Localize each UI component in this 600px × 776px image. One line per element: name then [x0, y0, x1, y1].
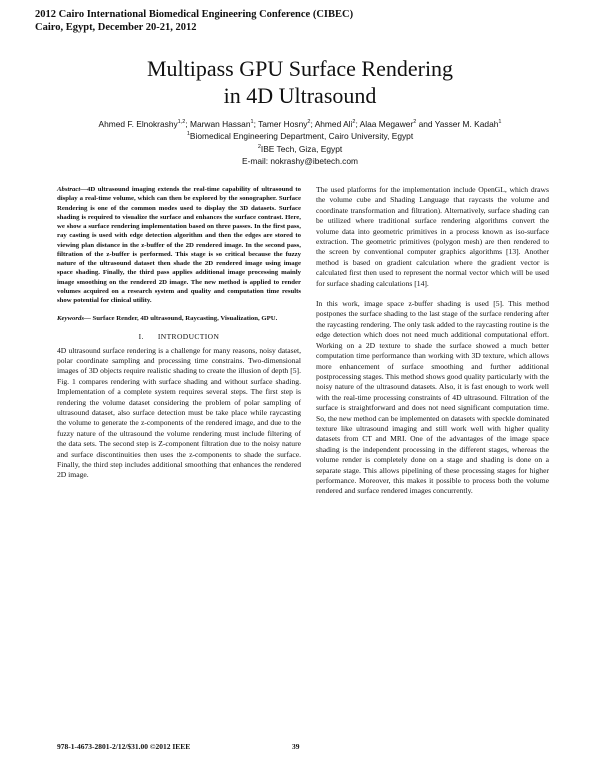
section-number: I. [138, 331, 144, 341]
affiliation-mark: 1 [186, 131, 190, 138]
page-number: 39 [292, 742, 300, 751]
author-name: Ahmed F. Elnokrashy [98, 119, 178, 129]
affiliation-text: Biomedical Engineering Department, Cairo University, Egypt [189, 131, 414, 142]
abstract [57, 185, 301, 305]
author-affiliation-mark: 2 [352, 119, 356, 126]
abstract-text: —4D ultrasound imaging extends the real-time capability of ultrasound to display a real-time volume, which can then be explored by the sonographer. Surface Rendering is one of the common modes used to display the 3D datasets. Surface shading is required to visualize the surface and enhances the surface contrast. Here, we show a surface rendering implementation based on three passes. In the first pass, ray casting is used with edge detection algorithm and then the edges are stored to viewing plan distance in the z-buffer of the 2D rendered image. In the second pass, filtration of the z-buffer is performed. This stage is so critical because the fuzzy nature of the ultrasound dataset then shade the 2D rendered image using image space shading. Finally, the third pass applies additional image processing mainly image smoothing on the rendered 2D image. The new method is applied to render volumes acquired on a research system and quality and computation time results show potential for clinical utility. [57, 186, 301, 304]
affiliation-text: IBE Tech, Giza, Egypt [260, 143, 343, 154]
author-name: Yasser M. Kadah [434, 119, 499, 129]
affiliation-2 [0, 143, 600, 155]
keywords-text: — Surface Render, 4D ultrasound, Raycasting, Visualization, GPU. [84, 315, 278, 323]
footer-isbn: 978-1-4673-2801-2/12/$31.00 ©2012 IEEE [57, 742, 191, 751]
author-affiliation-mark: 1 [498, 119, 502, 126]
author-affiliation-mark: 1 [250, 119, 254, 126]
conference-name: 2012 Cairo International Biomedical Engineering Conference (CIBEC) [35, 9, 354, 20]
intro-paragraph: 4D ultrasound surface rendering is a challenge for many reasons, noisy dataset, polar coordinate sampling and processing time constrains. Two-dimensional images of 3D objects require realistic shading to create the illusion of depth [5]. Fig. 1 compares rendering with surface shading and without surface shading. Implementation of a complete system requires several steps. The first step is rendering the volume dataset considering the problem of polar sampling of ultrasound dataset, also surface detection must be take place while raycasting the volume to generate the z-components of the rendered image, and due to the fuzzy nature of the ultrasound the volume rendering must include filtering of the data sets. The second step is Z-component filtration due to the noisy nature and surface discontinuities then uses the z-components to shade the surface. Finally, the third step includes additional smoothing that enhances the rendered 2D image. [57, 345, 301, 480]
paper-title [0, 55, 600, 109]
keywords-label: Keywords [57, 315, 84, 323]
affiliation-mark: 2 [257, 143, 261, 150]
author-name: Alaa Megawer [359, 119, 414, 129]
paper-title-line-2: in 4D Ultrasound [223, 83, 377, 108]
section-title: INTRODUCTION [157, 331, 220, 341]
body-paragraph-platforms: The used platforms for the implementation include OpenGL, which draws the volume cube and Shading Language that raycasts the volume and coordinate transformation and filtration). Alternatively, surface shading can be utilized where traditional surface rendering algorithms convert the volume data into geometric primitives in a process known as iso-surface extraction. The geometric primitives (polygon mesh) are then rendered to the screen by conventional computer graphics algorithms [13]. Another method is based on gradient calculation where the gradient vector is calculated first then used to represent the normal vector which will be used for surface shading calculations [14]. [316, 185, 549, 288]
paper-title-line-1: Multipass GPU Surface Rendering [146, 56, 454, 81]
author-affiliation-mark: 2 [307, 119, 311, 126]
author-list: Ahmed F. Elnokrashy$^{1,2}$; Marwan Hassan$^1$; Tamer Hosny$^2$; Ahmed Ali$^2$; Alaa Megawer$^2$ and Yasser M. Kadah$^1$ [98, 119, 502, 129]
author-name: Tamer Hosny [258, 119, 308, 129]
author-email: E-mail: nokrashy@ibetech.com [241, 155, 359, 166]
author-affiliation-mark: 2 [413, 119, 417, 126]
body-paragraph-method: In this work, image space z-buffer shading is used [5]. This method postpones the surface shading to the last stage of the surface rendering after the raycasting rendering. The only task added to the raycasting routine is the edge detection which does not need much additional computational effort. Working on a 2D texture to shade the surface showed a much better computation time performance than working with 3D texture, which allows more enhancement of surface smoothing and further additional postprocessing stages. This method shows good quality particularly with the noisy nature of the ultrasound datasets. Also, it is fast enough to work well with the real-time processing constraints of 4D ultrasound. Filtration of the surface is straightforward and does not need significant computation time. So, the new method can be implemented on datasets with speckle dominated texture like ultrasound imaging and still work well with higher quality datasets from CT and MRI. One of the advantages of the image space shading is the independent processing in the different stages, whereas the volume render is completely done on a stage and shading is done on a separate stage. This allows pipelining of these processing stages for higher performance. Moreover, this makes it possible to process both the volume rendered and surface rendered images concurrently. [316, 299, 549, 496]
section-heading [57, 332, 301, 342]
author-affiliation-mark: 1,2 [177, 119, 186, 126]
keywords [57, 314, 301, 323]
conference-header [35, 8, 353, 34]
author-name: Marwan Hassan [189, 119, 251, 129]
conference-location-date: Cairo, Egypt, December 20-21, 2012 [35, 22, 197, 33]
author-name: Ahmed Ali [314, 119, 353, 129]
affiliation-1 [0, 130, 600, 142]
author-block [0, 118, 600, 167]
abstract-label: Abstract [57, 186, 81, 193]
left-column [57, 185, 301, 481]
right-column [316, 185, 549, 497]
